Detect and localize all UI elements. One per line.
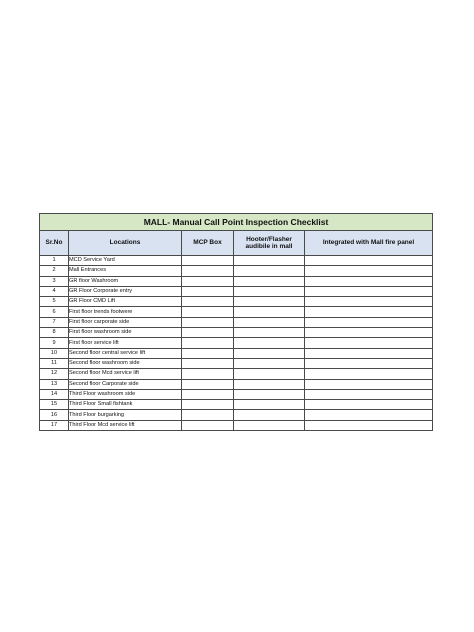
- sr-no-cell: 6: [40, 307, 69, 317]
- location-cell: MCD Service Yard: [69, 256, 182, 266]
- column-header-hooter-flasher: Hooter/Flasher audibile in mall: [234, 231, 305, 256]
- location-cell: Third Floor burgarking: [69, 410, 182, 420]
- location-cell: First floor washroom side: [69, 328, 182, 338]
- hooter-flasher-cell[interactable]: [234, 276, 305, 286]
- sr-no-cell: 12: [40, 369, 69, 379]
- hooter-flasher-cell[interactable]: [234, 400, 305, 410]
- sr-no-cell: 17: [40, 420, 69, 430]
- sr-no-cell: 16: [40, 410, 69, 420]
- table-row: [40, 286, 433, 296]
- fire-panel-cell[interactable]: [305, 410, 433, 420]
- location-cell: Mall Entrances: [69, 266, 182, 276]
- location-cell: Second floor Carporate side: [69, 379, 182, 389]
- column-header-fire-panel: Integrated with Mall fire panel: [305, 231, 433, 256]
- hooter-flasher-cell[interactable]: [234, 266, 305, 276]
- table-row: [40, 410, 433, 420]
- mcp-box-cell[interactable]: [182, 266, 234, 276]
- mcp-box-cell[interactable]: [182, 276, 234, 286]
- hooter-flasher-cell[interactable]: [234, 348, 305, 358]
- fire-panel-cell[interactable]: [305, 307, 433, 317]
- fire-panel-cell[interactable]: [305, 297, 433, 307]
- table-row: [40, 379, 433, 389]
- sr-no-cell: 8: [40, 328, 69, 338]
- mcp-box-cell[interactable]: [182, 307, 234, 317]
- fire-panel-cell[interactable]: [305, 369, 433, 379]
- location-cell: Third Floor Small fishtank: [69, 400, 182, 410]
- fire-panel-cell[interactable]: [305, 266, 433, 276]
- location-cell: Second floor central service lift: [69, 348, 182, 358]
- mcp-box-cell[interactable]: [182, 317, 234, 327]
- sr-no-cell: 3: [40, 276, 69, 286]
- mcp-box-cell[interactable]: [182, 420, 234, 430]
- table-row: [40, 389, 433, 399]
- table-row: [40, 307, 433, 317]
- mcp-box-cell[interactable]: [182, 400, 234, 410]
- mcp-box-cell[interactable]: [182, 410, 234, 420]
- location-cell: GR floor Washroom: [69, 276, 182, 286]
- mcp-box-cell[interactable]: [182, 358, 234, 368]
- fire-panel-cell[interactable]: [305, 328, 433, 338]
- fire-panel-cell[interactable]: [305, 338, 433, 348]
- mcp-box-cell[interactable]: [182, 297, 234, 307]
- column-header-mcp-box: MCP Box: [182, 231, 234, 256]
- hooter-flasher-cell[interactable]: [234, 369, 305, 379]
- hooter-flasher-cell[interactable]: [234, 317, 305, 327]
- hooter-flasher-cell[interactable]: [234, 307, 305, 317]
- table-row: [40, 328, 433, 338]
- fire-panel-cell[interactable]: [305, 276, 433, 286]
- mcp-box-cell[interactable]: [182, 286, 234, 296]
- sr-no-cell: 10: [40, 348, 69, 358]
- hooter-flasher-cell[interactable]: [234, 389, 305, 399]
- fire-panel-cell[interactable]: [305, 286, 433, 296]
- header-row: [40, 231, 433, 256]
- sr-no-cell: 15: [40, 400, 69, 410]
- table-row: [40, 317, 433, 327]
- column-header-locations: Locations: [69, 231, 182, 256]
- location-cell: First floor service lift: [69, 338, 182, 348]
- title-row: [40, 214, 433, 231]
- sr-no-cell: 1: [40, 256, 69, 266]
- mcp-box-cell[interactable]: [182, 389, 234, 399]
- hooter-flasher-cell[interactable]: [234, 358, 305, 368]
- hooter-flasher-cell[interactable]: [234, 410, 305, 420]
- mcp-box-cell[interactable]: [182, 348, 234, 358]
- location-cell: Second floor Mcd service lift: [69, 369, 182, 379]
- fire-panel-cell[interactable]: [305, 348, 433, 358]
- table-row: [40, 276, 433, 286]
- location-cell: GR Floor CMD Lift: [69, 297, 182, 307]
- mcp-box-cell[interactable]: [182, 328, 234, 338]
- hooter-flasher-cell[interactable]: [234, 256, 305, 266]
- location-cell: Second floor washroom side: [69, 358, 182, 368]
- hooter-flasher-cell[interactable]: [234, 338, 305, 348]
- fire-panel-cell[interactable]: [305, 379, 433, 389]
- location-cell: Third Floor Mcd service lift: [69, 420, 182, 430]
- table-row: [40, 266, 433, 276]
- mcp-box-cell[interactable]: [182, 338, 234, 348]
- fire-panel-cell[interactable]: [305, 420, 433, 430]
- sr-no-cell: 14: [40, 389, 69, 399]
- location-cell: First floor trends footwere: [69, 307, 182, 317]
- fire-panel-cell[interactable]: [305, 256, 433, 266]
- table-row: [40, 348, 433, 358]
- sr-no-cell: 5: [40, 297, 69, 307]
- table-row: [40, 369, 433, 379]
- hooter-flasher-cell[interactable]: [234, 286, 305, 296]
- fire-panel-cell[interactable]: [305, 358, 433, 368]
- table-row: [40, 358, 433, 368]
- table-row: [40, 256, 433, 266]
- fire-panel-cell[interactable]: [305, 400, 433, 410]
- hooter-flasher-cell[interactable]: [234, 297, 305, 307]
- hooter-flasher-cell[interactable]: [234, 420, 305, 430]
- checklist-title: MALL- Manual Call Point Inspection Checklist: [40, 214, 433, 231]
- location-cell: GR Floor Corporate entry: [69, 286, 182, 296]
- sr-no-cell: 2: [40, 266, 69, 276]
- mcp-box-cell[interactable]: [182, 369, 234, 379]
- hooter-flasher-cell[interactable]: [234, 379, 305, 389]
- sr-no-cell: 11: [40, 358, 69, 368]
- inspection-sheet: [39, 213, 432, 431]
- mcp-box-cell[interactable]: [182, 379, 234, 389]
- table-row: [40, 400, 433, 410]
- table-row: [40, 297, 433, 307]
- checklist-body: [40, 256, 433, 431]
- fire-panel-cell[interactable]: [305, 317, 433, 327]
- checklist-table: [39, 213, 433, 431]
- location-cell: First floor carporate side: [69, 317, 182, 327]
- sr-no-cell: 13: [40, 379, 69, 389]
- sr-no-cell: 4: [40, 286, 69, 296]
- table-row: [40, 338, 433, 348]
- column-header-sr-no: Sr.No: [40, 231, 69, 256]
- fire-panel-cell[interactable]: [305, 389, 433, 399]
- hooter-flasher-cell[interactable]: [234, 328, 305, 338]
- sr-no-cell: 9: [40, 338, 69, 348]
- location-cell: Third Floor washroom side: [69, 389, 182, 399]
- sr-no-cell: 7: [40, 317, 69, 327]
- mcp-box-cell[interactable]: [182, 256, 234, 266]
- table-row: [40, 420, 433, 430]
